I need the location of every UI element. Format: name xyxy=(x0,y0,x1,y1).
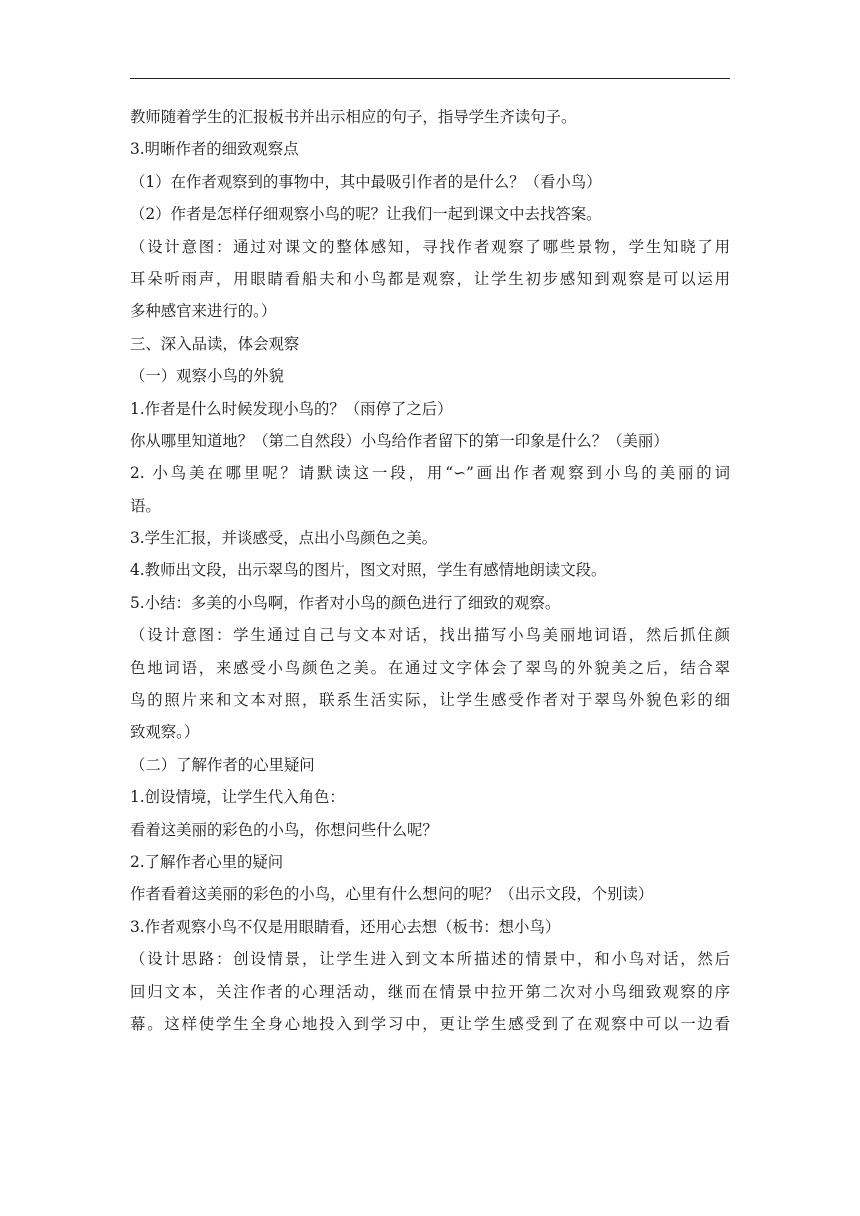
header-rule xyxy=(130,78,730,79)
text-line: 作者看着这美丽的彩色的小鸟，心里有什么想问的呢？（出示文段，个别读） xyxy=(130,885,654,904)
text-line: 教师随着学生的汇报板书并出示相应的句子，指导学生齐读句子。 xyxy=(130,108,577,126)
text-line: 5.小结：多美的小鸟啊，作者对小鸟的颜色进行了细致的观察。 xyxy=(130,593,561,612)
section-heading: 3.明晰作者的细致观察点 xyxy=(130,140,299,159)
text-line: （设计意图：学生通过自己与文本对话，找出描写小鸟美丽地词语，然后抓住颜 xyxy=(130,626,730,645)
text-line: （1）在作者观察到的事物中，其中最吸引作者的是什么？（看小鸟） xyxy=(130,172,602,191)
subsection-heading: （二）了解作者的心里疑问 xyxy=(130,755,315,774)
text-line: 多种感官来进行的。） xyxy=(130,302,277,321)
text-line: 1.作者是什么时候发现小鸟的？（雨停了之后） xyxy=(130,399,453,418)
text-line: 色地词语，来感受小鸟颜色之美。在通过文字体会了翠鸟的外貌美之后，结合翠 xyxy=(130,658,730,677)
document-body xyxy=(130,107,730,1046)
section-heading: 三、深入品读，体会观察 xyxy=(130,334,300,353)
text-line: 看着这美丽的彩色的小鸟，你想问些什么呢？ xyxy=(130,820,438,839)
text-line: 语。 xyxy=(130,496,161,515)
text-line: 幕。这样使学生全身心地投入到学习中，更让学生感受到了在观察中可以一边看 xyxy=(130,1014,730,1033)
text-line: （2）作者是怎样仔细观察小鸟的呢？让我们一起到课文中去找答案。 xyxy=(130,205,602,224)
text-line: 3.学生汇报，并谈感受，点出小鸟颜色之美。 xyxy=(130,529,438,548)
text-line: （设计思路：创设情景，让学生进入到文本所描述的情景中，和小鸟对话，然后 xyxy=(130,950,730,969)
subsection-heading: （一）观察小鸟的外貌 xyxy=(130,367,284,386)
text-line: （设计意图：通过对课文的整体感知，寻找作者观察了哪些景物，学生知晓了用 xyxy=(130,237,730,256)
text-line: 1.创设情境，让学生代入角色： xyxy=(130,788,345,807)
text-line: 致观察。） xyxy=(130,723,200,742)
text-line: 4.教师出文段，出示翠鸟的图片，图文对照，学生有感情地朗读文段。 xyxy=(130,561,607,580)
text-line: 耳朵听雨声，用眼睛看船夫和小鸟都是观察，让学生初步感知到观察是可以运用 xyxy=(130,269,730,288)
text-line: 2. 小鸟美在哪里呢？请默读这一段，用“∽”画出作者观察到小鸟的美丽的词 xyxy=(130,464,730,483)
text-line: 鸟的照片来和文本对照，联系生活实际，让学生感受作者对于翠鸟外貌色彩的细 xyxy=(130,691,730,710)
text-line: 3.作者观察小鸟不仅是用眼睛看，还用心去想（板书：想小鸟） xyxy=(130,917,561,936)
text-line: 回归文本，关注作者的心理活动，继而在情景中拉开第二次对小鸟细致观察的序 xyxy=(130,982,730,1001)
text-line: 你从哪里知道地？（第二自然段）小鸟给作者留下的第一印象是什么？（美丽） xyxy=(130,431,669,450)
text-line: 2.了解作者心里的疑问 xyxy=(130,852,284,871)
